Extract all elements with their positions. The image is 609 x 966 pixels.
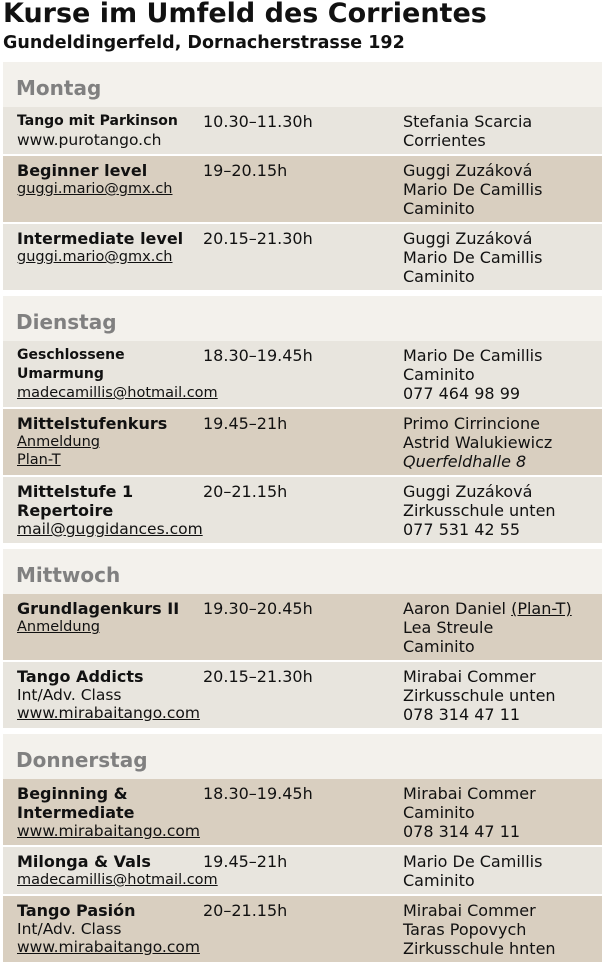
info-text: Lea Streule xyxy=(403,618,494,637)
info-text: Zirkusschule unten xyxy=(403,501,556,520)
info-text: Mario De Camillis xyxy=(403,852,543,871)
course-name: Mittelstufenkurs xyxy=(17,414,168,433)
info-line xyxy=(403,667,602,686)
info-line xyxy=(403,433,602,452)
course-name: Geschlossene Umarmung xyxy=(17,347,125,382)
course-info xyxy=(403,784,602,841)
course-subtitle: Int/Adv. Class xyxy=(17,686,122,704)
info-line xyxy=(403,939,602,958)
info-line xyxy=(403,920,602,939)
course-time: 20–21.15h xyxy=(203,482,288,501)
course-sub-line xyxy=(17,384,218,402)
course-link[interactable]: Plan-T xyxy=(17,452,61,468)
info-text: Corrientes xyxy=(403,131,486,150)
course-name: Grundlagenkurs II xyxy=(17,599,180,618)
day-section xyxy=(3,296,602,543)
info-line xyxy=(403,346,602,365)
course-time: 19–20.15h xyxy=(203,161,288,180)
info-line xyxy=(403,520,602,539)
course-sub-line xyxy=(17,822,203,840)
course-name: Milonga & Vals xyxy=(17,852,151,871)
course-sub-line xyxy=(17,618,203,636)
course-link[interactable]: guggi.mario@gmx.ch xyxy=(17,181,173,197)
course-row xyxy=(3,845,602,894)
course-row xyxy=(3,475,602,543)
course-sub-line xyxy=(17,686,203,704)
course-time: 19.30–20.45h xyxy=(203,599,313,618)
info-line xyxy=(403,131,602,150)
day-heading: Mittwoch xyxy=(3,549,602,594)
course-time: 20.15–21.30h xyxy=(203,667,313,686)
course-sub-line xyxy=(17,433,203,451)
course-row xyxy=(3,222,602,290)
course-row xyxy=(3,154,602,222)
course-sub-line xyxy=(17,938,203,956)
course-link[interactable]: guggi.mario@gmx.ch xyxy=(17,249,173,265)
course-info xyxy=(403,161,602,218)
info-line xyxy=(403,852,602,871)
info-text: 077 464 98 99 xyxy=(403,384,521,403)
course-name: Tango mit Parkinson xyxy=(17,113,178,129)
info-text: Mario De Camillis xyxy=(403,346,543,365)
day-section xyxy=(3,549,602,728)
info-text: Caminito xyxy=(403,803,475,822)
course-info xyxy=(403,901,602,958)
course-name: Beginning & Intermediate xyxy=(17,784,135,822)
course-row xyxy=(3,341,602,407)
course-name: Mittelstufe 1 Repertoire xyxy=(17,482,134,520)
course-link[interactable]: Anmeldung xyxy=(17,619,100,635)
course-row xyxy=(3,107,602,154)
course-sub-line xyxy=(17,704,203,722)
info-text: Mirabai Commer xyxy=(403,667,536,686)
course-time: 18.30–19.45h xyxy=(203,346,313,365)
info-line xyxy=(403,229,602,248)
info-line xyxy=(403,365,602,384)
course-link[interactable]: www.mirabaitango.com xyxy=(17,704,200,722)
course-time: 19.45–21h xyxy=(203,852,288,871)
day-heading: Dienstag xyxy=(3,296,602,341)
course-cell xyxy=(3,901,203,958)
course-cell xyxy=(3,667,203,724)
course-time: 20.15–21.30h xyxy=(203,229,313,248)
info-line xyxy=(403,705,602,724)
course-cell xyxy=(3,346,218,403)
info-text: Guggi Zuzáková xyxy=(403,161,533,180)
course-name: Beginner level xyxy=(17,161,148,180)
page-subtitle: Gundeldingerfeld, Dornacherstrasse 192 xyxy=(3,33,405,53)
info-text: 078 314 47 11 xyxy=(403,822,521,841)
day-section xyxy=(3,62,602,290)
course-sub-line xyxy=(17,451,203,469)
course-cell xyxy=(3,161,203,218)
course-info xyxy=(403,482,602,539)
course-link[interactable]: mail@guggidances.com xyxy=(17,520,203,538)
info-line xyxy=(403,414,602,433)
day-section xyxy=(3,734,602,962)
info-text: Mirabai Commer xyxy=(403,901,536,920)
info-line xyxy=(403,482,602,501)
info-line xyxy=(403,199,602,218)
info-line xyxy=(403,180,602,199)
info-line xyxy=(403,784,602,803)
course-sub-line xyxy=(17,920,203,938)
info-line xyxy=(403,618,602,637)
course-cell xyxy=(3,414,203,471)
info-line xyxy=(403,637,602,656)
info-text: Querfeldhalle 8 xyxy=(403,452,527,471)
course-link[interactable]: www.mirabaitango.com xyxy=(17,938,200,956)
info-line xyxy=(403,452,602,471)
course-info xyxy=(403,112,602,150)
info-text: Aaron Daniel xyxy=(403,599,506,618)
course-info xyxy=(403,229,602,286)
course-name: Tango Pasión xyxy=(17,901,136,920)
info-line xyxy=(403,599,602,618)
course-name: Intermediate level xyxy=(17,229,184,248)
venue-link[interactable]: (Plan-T) xyxy=(511,599,572,618)
course-row xyxy=(3,779,602,845)
course-cell xyxy=(3,229,203,286)
page-title: Kurse im Umfeld des Corrientes xyxy=(3,0,487,29)
course-info xyxy=(403,667,602,724)
info-text: Stefania Scarcia xyxy=(403,112,533,131)
course-subtitle: Int/Adv. Class xyxy=(17,920,122,938)
info-line xyxy=(403,871,602,890)
course-link[interactable]: madecamillis@hotmail.com xyxy=(17,872,218,888)
course-sub-line xyxy=(17,871,218,889)
info-text: 077 531 42 55 xyxy=(403,520,521,539)
info-line xyxy=(403,803,602,822)
info-text: Zirkusschule unten xyxy=(403,686,556,705)
info-text: Caminito xyxy=(403,199,475,218)
info-text: Zirkusschule hnten xyxy=(403,939,556,958)
info-line xyxy=(403,901,602,920)
course-name: Tango Addicts xyxy=(17,667,144,686)
info-text: Caminito xyxy=(403,267,475,286)
info-line xyxy=(403,112,602,131)
course-cell xyxy=(3,482,203,539)
course-sub-line xyxy=(17,131,203,149)
day-heading: Montag xyxy=(3,62,602,107)
info-text: Astrid Walukiewicz xyxy=(403,433,553,452)
course-subtitle: www.purotango.ch xyxy=(17,131,162,149)
info-text: Caminito xyxy=(403,365,475,384)
info-text: Caminito xyxy=(403,637,475,656)
info-line xyxy=(403,161,602,180)
info-text: Guggi Zuzáková xyxy=(403,229,533,248)
course-time: 20–21.15h xyxy=(203,901,288,920)
course-sub-line xyxy=(17,180,203,198)
info-line xyxy=(403,267,602,286)
course-link[interactable]: madecamillis@hotmail.com xyxy=(17,385,218,401)
course-link[interactable]: www.mirabaitango.com xyxy=(17,822,200,840)
info-text: Caminito xyxy=(403,871,475,890)
info-line xyxy=(403,384,602,403)
info-text: 078 314 47 11 xyxy=(403,705,521,724)
info-text: Guggi Zuzáková xyxy=(403,482,533,501)
course-cell xyxy=(3,112,203,150)
course-row xyxy=(3,894,602,962)
info-line xyxy=(403,501,602,520)
info-text: Mirabai Commer xyxy=(403,784,536,803)
course-info xyxy=(403,414,602,471)
course-info xyxy=(403,599,602,656)
course-time: 10.30–11.30h xyxy=(203,112,313,131)
info-text: Primo Cirrincione xyxy=(403,414,540,433)
course-sub-line xyxy=(17,520,203,538)
course-row xyxy=(3,660,602,728)
course-row xyxy=(3,594,602,660)
course-sub-line xyxy=(17,248,203,266)
info-line xyxy=(403,822,602,841)
course-info xyxy=(403,346,602,403)
course-cell xyxy=(3,784,203,841)
course-cell xyxy=(3,599,203,656)
course-link[interactable]: Anmeldung xyxy=(17,434,100,450)
course-info xyxy=(403,852,602,890)
course-row xyxy=(3,407,602,475)
day-heading: Donnerstag xyxy=(3,734,602,779)
info-text: Taras Popovych xyxy=(403,920,527,939)
course-cell xyxy=(3,852,218,890)
schedule xyxy=(3,62,602,962)
info-text: Mario De Camillis xyxy=(403,248,543,267)
info-line xyxy=(403,248,602,267)
course-time: 19.45–21h xyxy=(203,414,288,433)
course-time: 18.30–19.45h xyxy=(203,784,313,803)
info-line xyxy=(403,686,602,705)
info-text: Mario De Camillis xyxy=(403,180,543,199)
